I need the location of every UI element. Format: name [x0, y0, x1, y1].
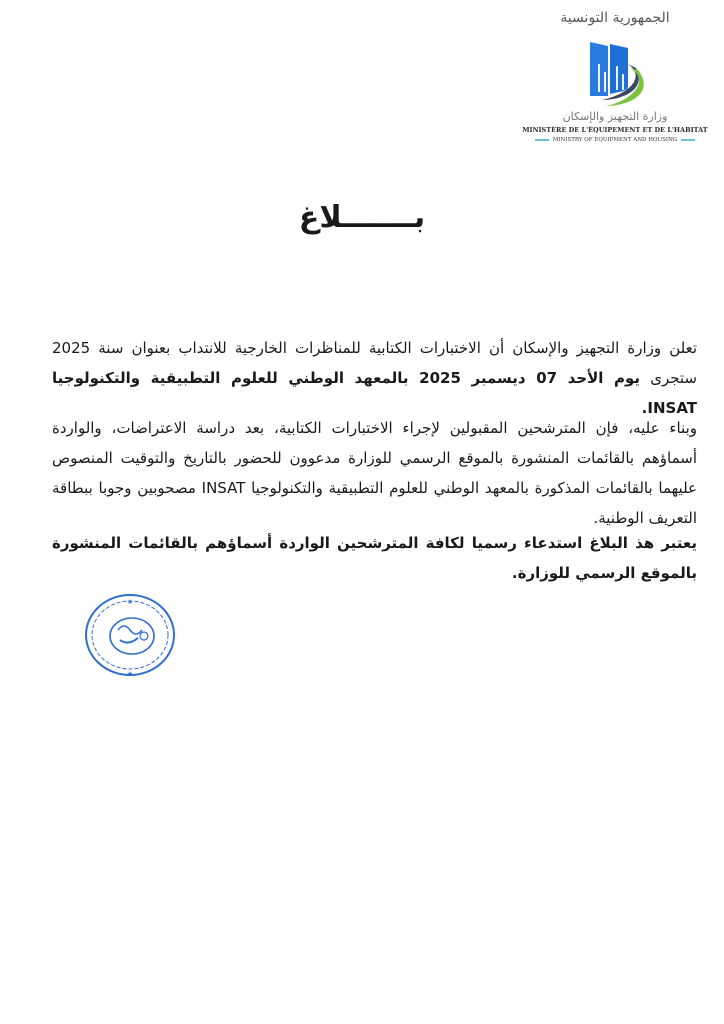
paragraph-official-notice: يعتبر هذ البلاغ استدعاء رسميا لكافة المترشحين الواردة أسماؤهم بالقائمات المنشورة بالموقع الرسمي للوزارة.: [52, 534, 697, 582]
official-seal-stamp-icon: [80, 588, 180, 683]
paragraph-announcement: [52, 333, 697, 423]
republic-name: الجمهورية التونسية: [560, 10, 670, 26]
svg-text:★: ★: [126, 670, 134, 678]
ministry-name-french: MINISTÈRE DE L'ÉQUIPEMENT ET DE L'HABITAT: [522, 126, 708, 134]
decorative-bar: [535, 139, 549, 141]
exam-date-location: يوم الأحد 07 ديسمبر 2025 بالمعهد الوطني للعلوم التطبيقية والتكنولوجيا INSAT.: [52, 369, 697, 417]
document-title: بـــــــلاغ: [298, 200, 426, 235]
ministry-logo-icon: [578, 34, 658, 114]
ministry-letterhead: [520, 10, 710, 150]
svg-text:★: ★: [126, 598, 134, 606]
paragraph-announcement-text: تعلن وزارة التجهيز والإسكان أن الاختبارات الكتابية للمناظرات الخارجية للانتداب بعنوان سنة 2025 ستجرى: [52, 339, 697, 387]
ministry-name-arabic: وزارة التجهيز والإسكان: [562, 110, 668, 123]
paragraph-candidates: وبناء عليه، فإن المترشحين المقبولين لإجراء الاختبارات الكتابية، بعد دراسة الاعتراضات، والواردة أسماؤهم بالقائمات المنشورة بالموقع الرسمي للوزارة مدعوون للحضور بالتاريخ والتوقيت المنصوص عليهما بالقائمات المذكورة بالمعهد الوطني للعلوم التطبيقية والتكنولوجيا INSAT مصحوبين وجوبا ببطاقة التعريف الوطنية.: [52, 419, 697, 527]
ministry-name-english-line: [520, 137, 710, 143]
ministry-name-english: MINISTRY OF EQUIPMENT AND HOUSING: [552, 137, 678, 143]
decorative-bar: [681, 139, 695, 141]
